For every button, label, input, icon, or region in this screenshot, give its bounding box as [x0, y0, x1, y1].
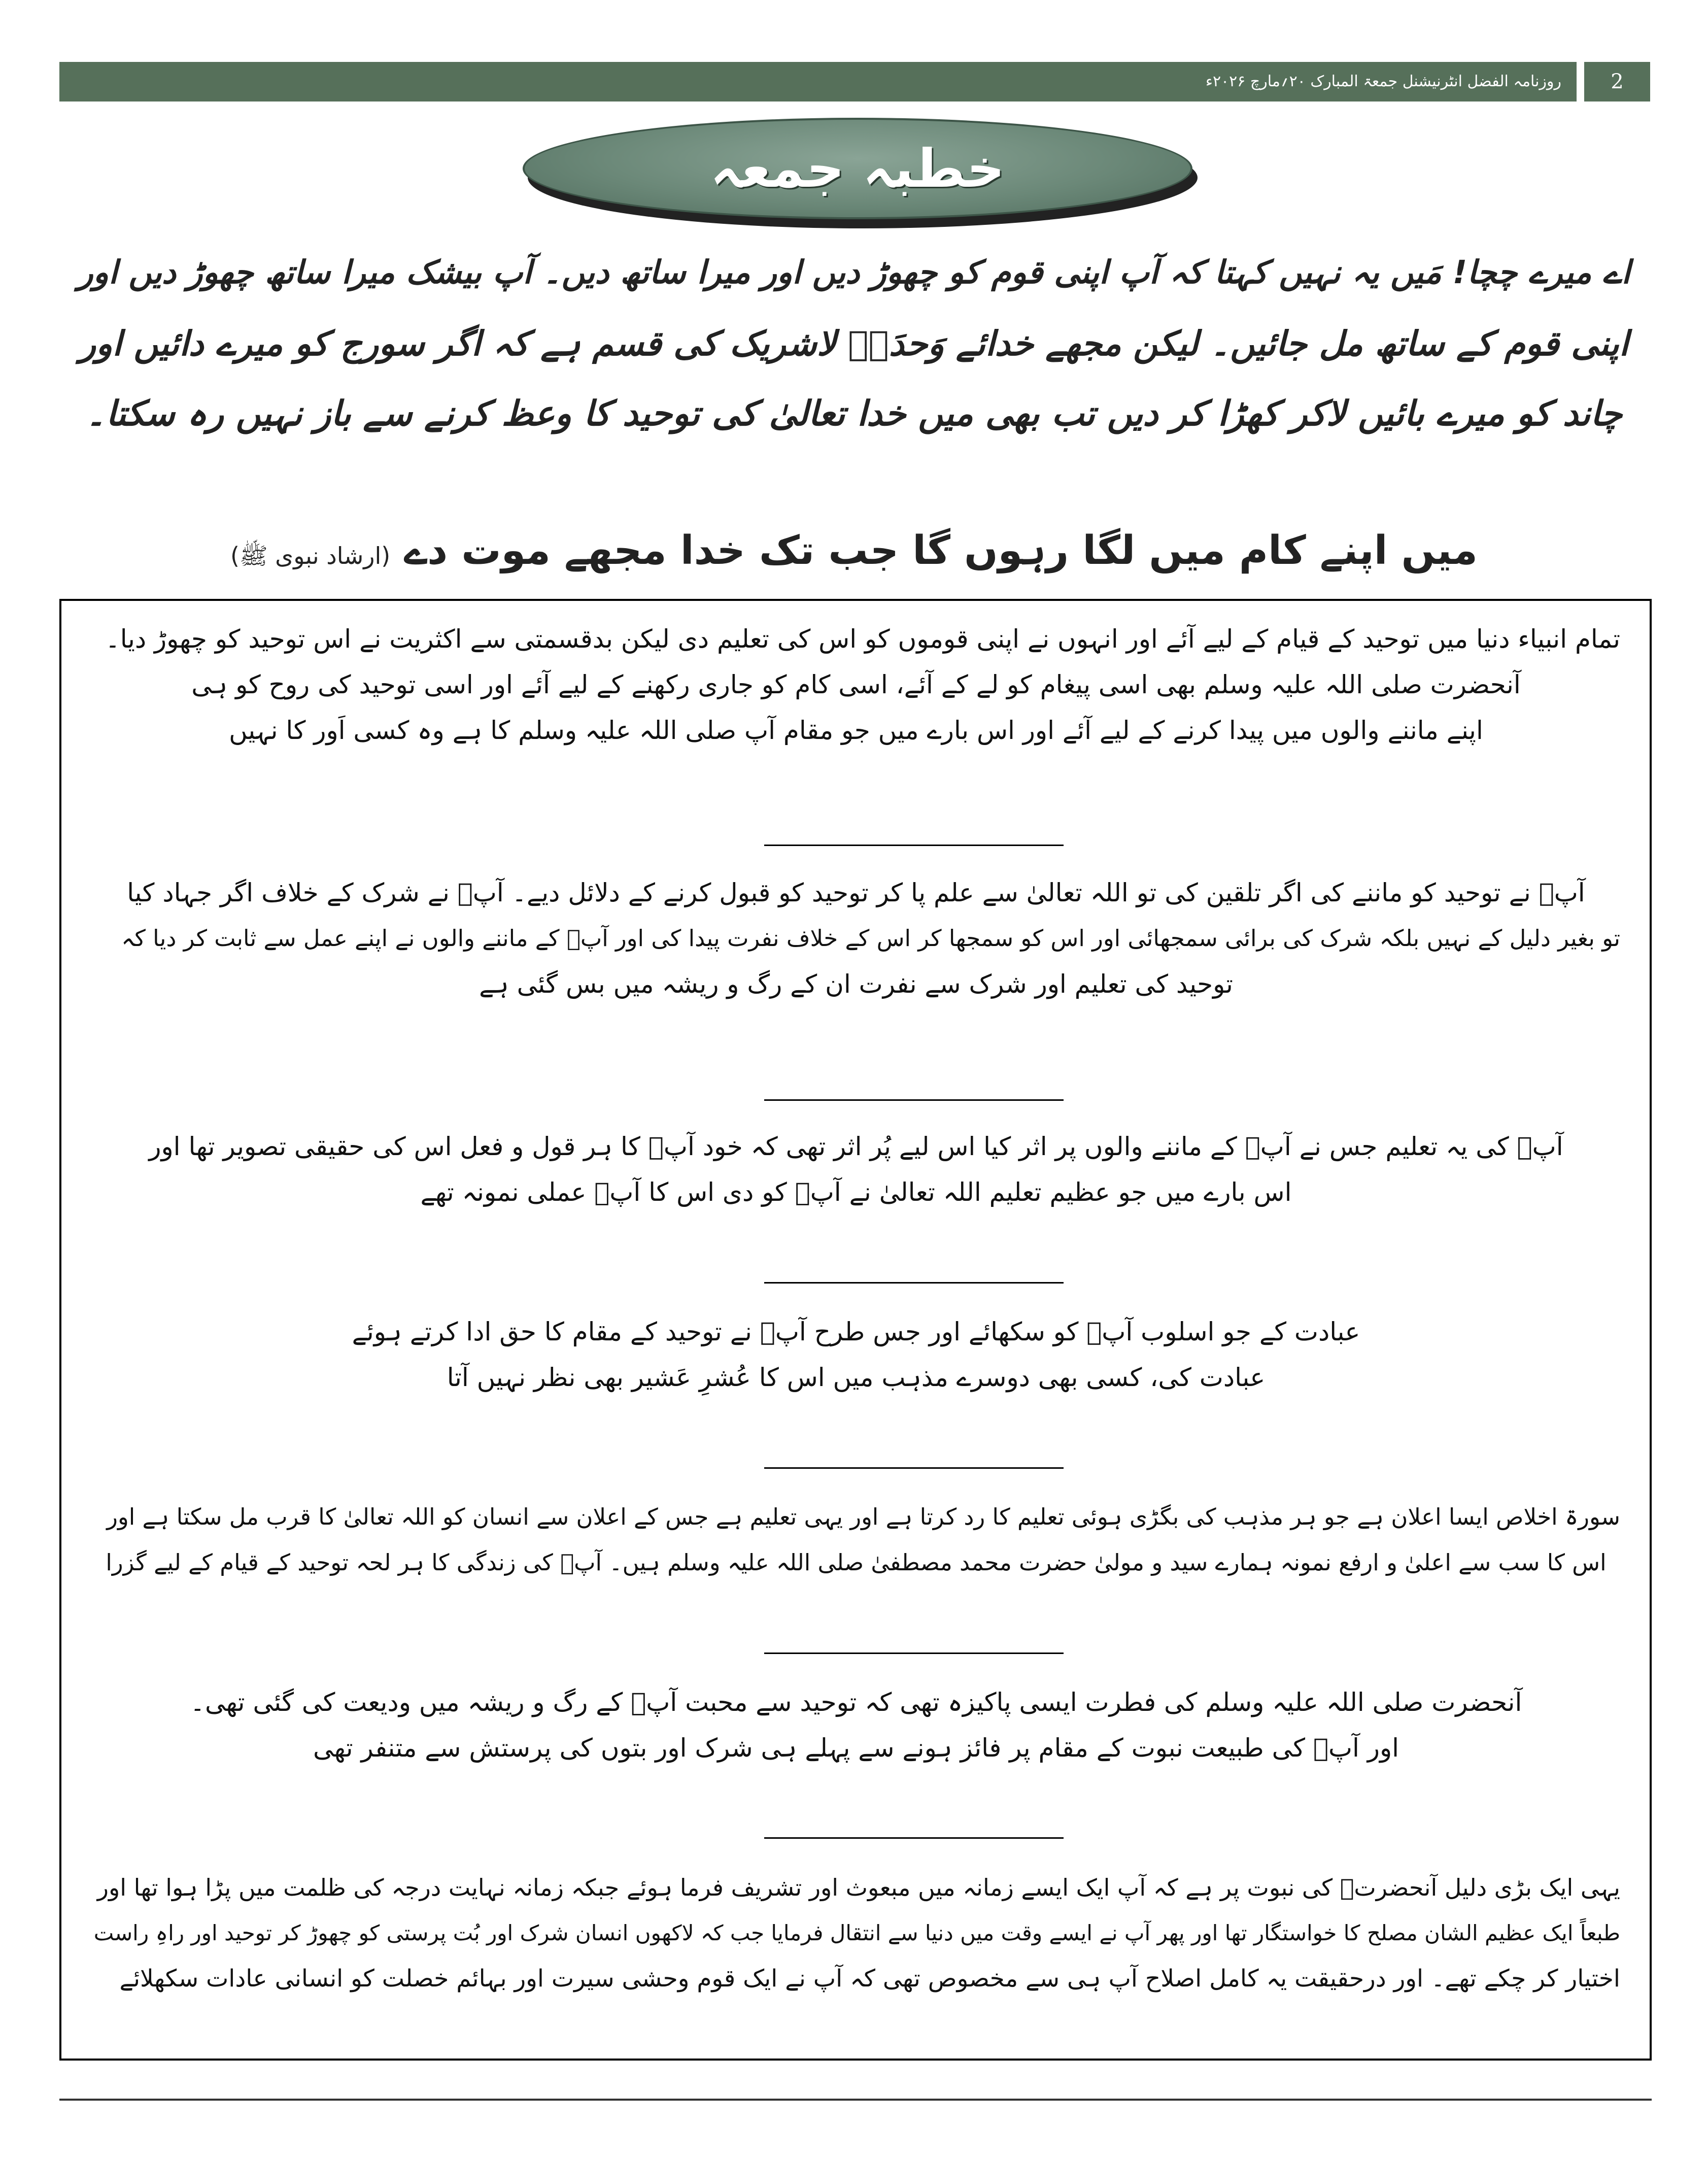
headline-last-line — [76, 528, 1632, 576]
section-line: آپؐ کی یہ تعلیم جس نے آپؐ کے ماننے والوں پر اثر کیا اس لیے پُر اثر تھی کہ خود آپؐ کا ہر قول و فعل اس کی حقیقی تصویر تھا اور — [149, 1132, 1563, 1161]
section-1 — [92, 616, 1620, 753]
header-bar — [59, 62, 1577, 102]
section-line: آپؐ نے توحید کو ماننے کی اگر تلقین کی تو اللہ تعالیٰ سے علم پا کر توحید کو قبول کرنے کے دلائل دیے۔ آپؐ نے شرک کے خلاف اگر جہاد کیا — [127, 878, 1585, 907]
khutba-banner — [523, 118, 1192, 219]
content-box — [59, 599, 1652, 2061]
separator — [764, 1653, 1064, 1654]
headline-attribution: (ارشاد نبوی ﷺ) — [230, 542, 391, 569]
headline-line: میں اپنے کام میں لگا رہوں گا جب تک خدا مجھے موت دے — [404, 528, 1478, 574]
separator — [764, 1282, 1064, 1284]
section-line: اس کا سب سے اعلیٰ و ارفع نمونہ ہمارے سید و مولیٰ حضرت محمد مصطفیٰ صلی اللہ علیہ وسلم ہیں۔ آپؐ کی زندگی کا ہر لحہ توحید کے قیام کے لیے گزرا — [106, 1549, 1607, 1576]
section-line: عبادت کے جو اسلوب آپؐ کو سکھائے اور جس طرح آپؐ نے توحید کے مقام کا حق ادا کرتے ہوئے — [352, 1317, 1360, 1346]
headline-line: اپنی قوم کے ساتھ مل جائیں۔ لیکن مجھے خدائے وَحدَہٗ لاشریک کی قسم ہے کہ اگر سورج کو میرے دائیں اور — [79, 324, 1629, 363]
section-line: اس بارے میں جو عظیم تعلیم اللہ تعالیٰ نے آپؐ کو دی اس کا آپؐ عملی نمونہ تھے — [420, 1177, 1292, 1207]
newspaper-title: روزنامہ الفضل انٹرنیشنل جمعۃ المبارک ۲۰؍مارچ ۲۰۲۶ء — [1205, 73, 1561, 90]
section-line: یہی ایک بڑی دلیل آنحضرتؐ کی نبوت پر ہے کہ آپ ایک ایسے زمانہ میں مبعوث اور تشریف فرما ہوئے جبکہ زمانہ نہایت درجہ کی ظلمت میں پڑا ہوا تھا اور — [97, 1874, 1620, 1901]
section-5 — [92, 1494, 1620, 1586]
section-line: توحید کی تعلیم اور شرک سے نفرت ان کے رگ و ریشہ میں بس گئی ہے — [479, 969, 1233, 999]
section-line: آنحضرت صلی اللہ علیہ وسلم کی فطرت ایسی پاکیزہ تھی کہ توحید سے محبت آپؐ کے رگ و ریشہ میں ودیعت کی گئی تھی۔ — [190, 1688, 1522, 1717]
section-7 — [92, 1865, 1620, 2002]
section-line: تو بغیر دلیل کے نہیں بلکہ شرک کی برائی سمجھائی اور اس کو سمجھا کر اس کے خلاف نفرت پیدا کی اور آپؐ کے ماننے والوں نے اپنے عمل سے ثابت کر دیا کہ — [121, 925, 1620, 952]
page-number: 2 — [1584, 62, 1650, 102]
headline-line: چاند کو میرے بائیں لاکر کھڑا کر دیں تب بھی میں خدا تعالیٰ کی توحید کا وعظ کرنے سے باز نہیں رہ سکتا۔ — [85, 394, 1623, 434]
section-3 — [92, 1124, 1620, 1215]
section-line: اور آپؐ کی طبیعت نبوت کے مقام پر فائز ہونے سے پہلے ہی شرک اور بتوں کی پرستش سے متنفر تھی — [313, 1733, 1399, 1763]
separator — [764, 1467, 1064, 1469]
banner-title: خطبہ جمعہ — [710, 138, 1005, 199]
section-line: طبعاً ایک عظیم الشان مصلح کا خواستگار تھا اور پھر آپ نے ایسے وقت میں دنیا سے انتقال فرمایا جب کہ لاکھوں انسان شرک اور بُت پرستی کو چھوڑ کر توحید اور راہِ راست — [93, 1920, 1620, 1945]
bottom-rule — [59, 2099, 1652, 2101]
section-line: اپنے ماننے والوں میں پیدا کرنے کے لیے آئے اور اس بارے میں جو مقام آپ صلی اللہ علیہ وسلم کا ہے وہ کسی اَور کا نہیں — [229, 716, 1483, 745]
section-6 — [92, 1679, 1620, 1771]
section-line: آنحضرت صلی اللہ علیہ وسلم بھی اسی پیغام کو لے کے آئے، اسی کام کو جاری رکھنے کے لیے آئے اور اسی توحید کی روح کو ہی — [191, 670, 1521, 699]
separator — [764, 1099, 1064, 1101]
section-line: تمام انبیاء دنیا میں توحید کے قیام کے لیے آئے اور انہوں نے اپنی قوموں کو اس کی تعلیم دی لیکن بدقسمتی سے اکثریت نے اس توحید کو چھوڑ دیا۔ — [105, 624, 1620, 654]
section-4 — [92, 1309, 1620, 1400]
section-line: سورۃ اخلاص ایسا اعلان ہے جو ہر مذہب کی بگڑی ہوئی تعلیم کا رد کرتا ہے اور یہی تعلیم ہے جس کے اعلان سے انسان کو اللہ تعالیٰ کا قرب مل سکتا ہے اور — [107, 1503, 1620, 1530]
separator — [764, 1837, 1064, 1839]
separator — [764, 845, 1064, 846]
section-line: عبادت کی، کسی بھی دوسرے مذہب میں اس کا عُشرِ عَشیر بھی نظر نہیں آتا — [447, 1363, 1266, 1392]
headline-line: اے میرے چچا! مَیں یہ نہیں کہتا کہ آپ اپنی قوم کو چھوڑ دیں اور میرا ساتھ دیں۔ آپ بیشک میرا ساتھ چھوڑ دیں اور — [78, 254, 1630, 291]
section-2 — [92, 870, 1620, 1007]
section-line: اختیار کر چکے تھے۔ اور درحقیقت یہ کامل اصلاح آپ ہی سے مخصوص تھی کہ آپ نے ایک قوم وحشی سیرت اور بہائم خصلت کو انسانی عادات سکھلائے — [119, 1965, 1620, 1993]
